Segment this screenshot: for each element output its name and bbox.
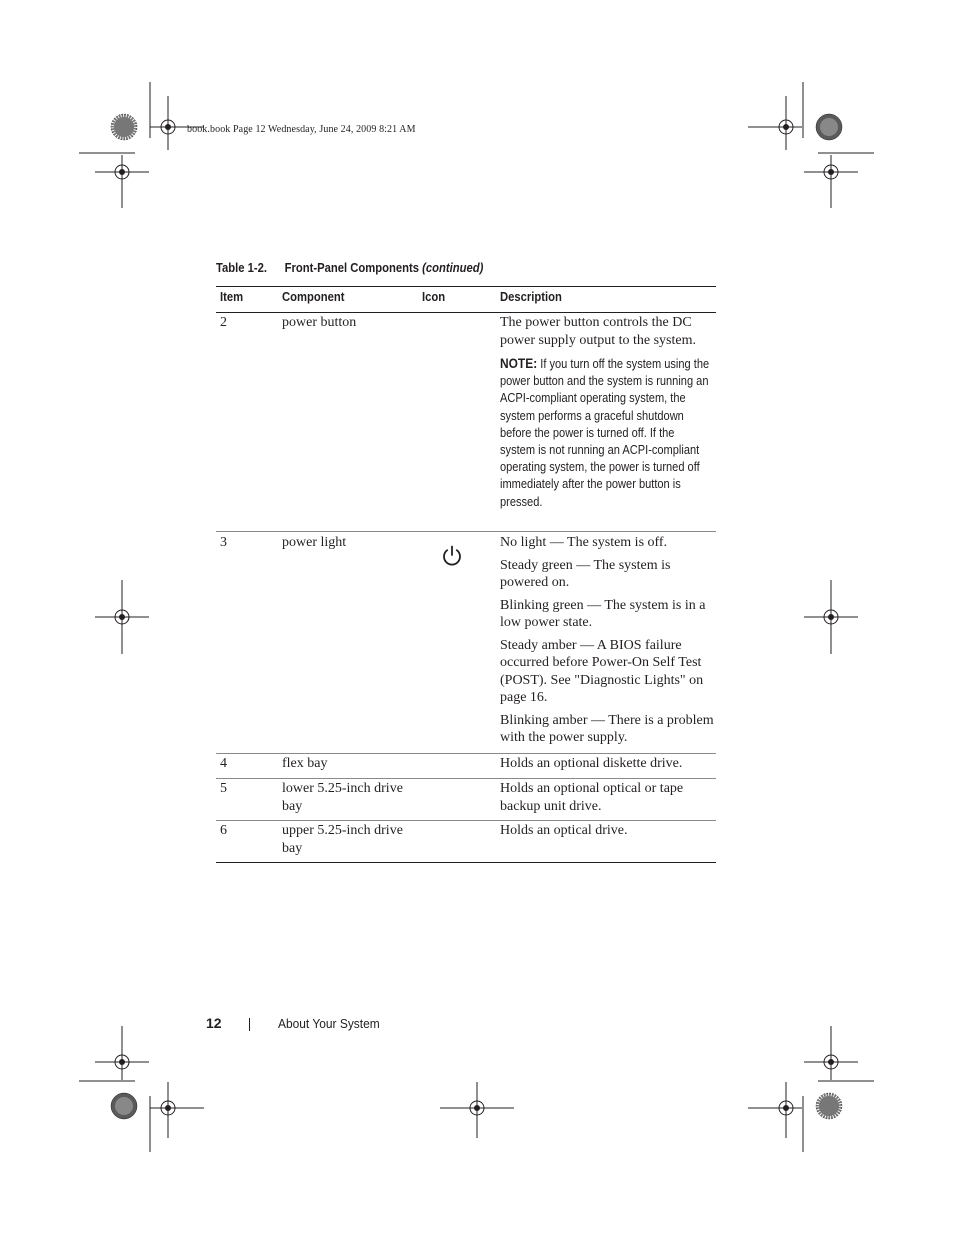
- row-component: flex bay: [282, 756, 328, 771]
- column-header-item: Item: [220, 290, 244, 304]
- table-bottom-rule: [216, 862, 716, 863]
- power-icon: [441, 545, 463, 567]
- table-caption-continued: (continued): [422, 261, 484, 275]
- row-description: Holds an optional optical or tape backup unit drive.: [500, 781, 684, 814]
- row-item-number: 4: [220, 756, 227, 771]
- column-header-component: Component: [282, 290, 345, 304]
- status-description: No light — The system is off.: [500, 535, 668, 550]
- status-description: Blinking amber — There is a problem with the power supply.: [500, 712, 714, 745]
- row-item-number: 2: [220, 315, 227, 330]
- table-header-rule: [216, 312, 716, 313]
- row-description: Holds an optical drive.: [500, 823, 628, 838]
- note-label: NOTE:: [500, 356, 538, 371]
- column-header-description: Description: [500, 290, 562, 304]
- status-description: Steady amber — A BIOS failure occurred before Power-On Self Test (POST). See "Diagnostic Lights" on page 16.: [500, 637, 704, 705]
- row-item-number: 6: [220, 823, 227, 838]
- row-divider: [216, 753, 716, 754]
- note-text: If you turn off the system using the power button and the system is running an ACPI-compliant operating system, the system performs a graceful shutdown before the power is turned off. If the system is not running an ACPI-compliant operating system, the power is turned off immediately after the power button is pressed.: [500, 357, 710, 509]
- row-description: The power button controls the DC power supply output to the system.: [500, 315, 696, 348]
- table-caption: [216, 261, 483, 275]
- row-component: power light: [282, 535, 347, 550]
- table-caption-number: Table 1-2.: [216, 261, 268, 275]
- page-number: 12: [206, 1015, 222, 1031]
- row-component: lower 5.25-inch drive bay: [282, 781, 403, 814]
- row-description: Holds an optional diskette drive.: [500, 756, 683, 771]
- table-caption-title: Front-Panel Components: [284, 261, 419, 275]
- footer-divider: [249, 1018, 250, 1031]
- status-description: Blinking green — The system is in a low power state.: [500, 597, 706, 630]
- row-divider: [216, 778, 716, 779]
- row-component: power button: [282, 315, 357, 330]
- table-top-rule: [216, 286, 716, 287]
- row-divider: [216, 820, 716, 821]
- column-header-icon: Icon: [422, 290, 446, 304]
- row-item-number: 5: [220, 781, 227, 796]
- print-file-info: book.book Page 12 Wednesday, June 24, 2009 8:21 AM: [187, 124, 416, 135]
- row-component: upper 5.25-inch drive bay: [282, 823, 403, 856]
- footer-section-title: About Your System: [278, 1016, 380, 1031]
- status-description: Steady green — The system is powered on.: [500, 557, 671, 590]
- row-divider: [216, 531, 716, 532]
- row-description: [500, 534, 715, 752]
- note-block: [500, 355, 712, 511]
- row-item-number: 3: [220, 535, 227, 550]
